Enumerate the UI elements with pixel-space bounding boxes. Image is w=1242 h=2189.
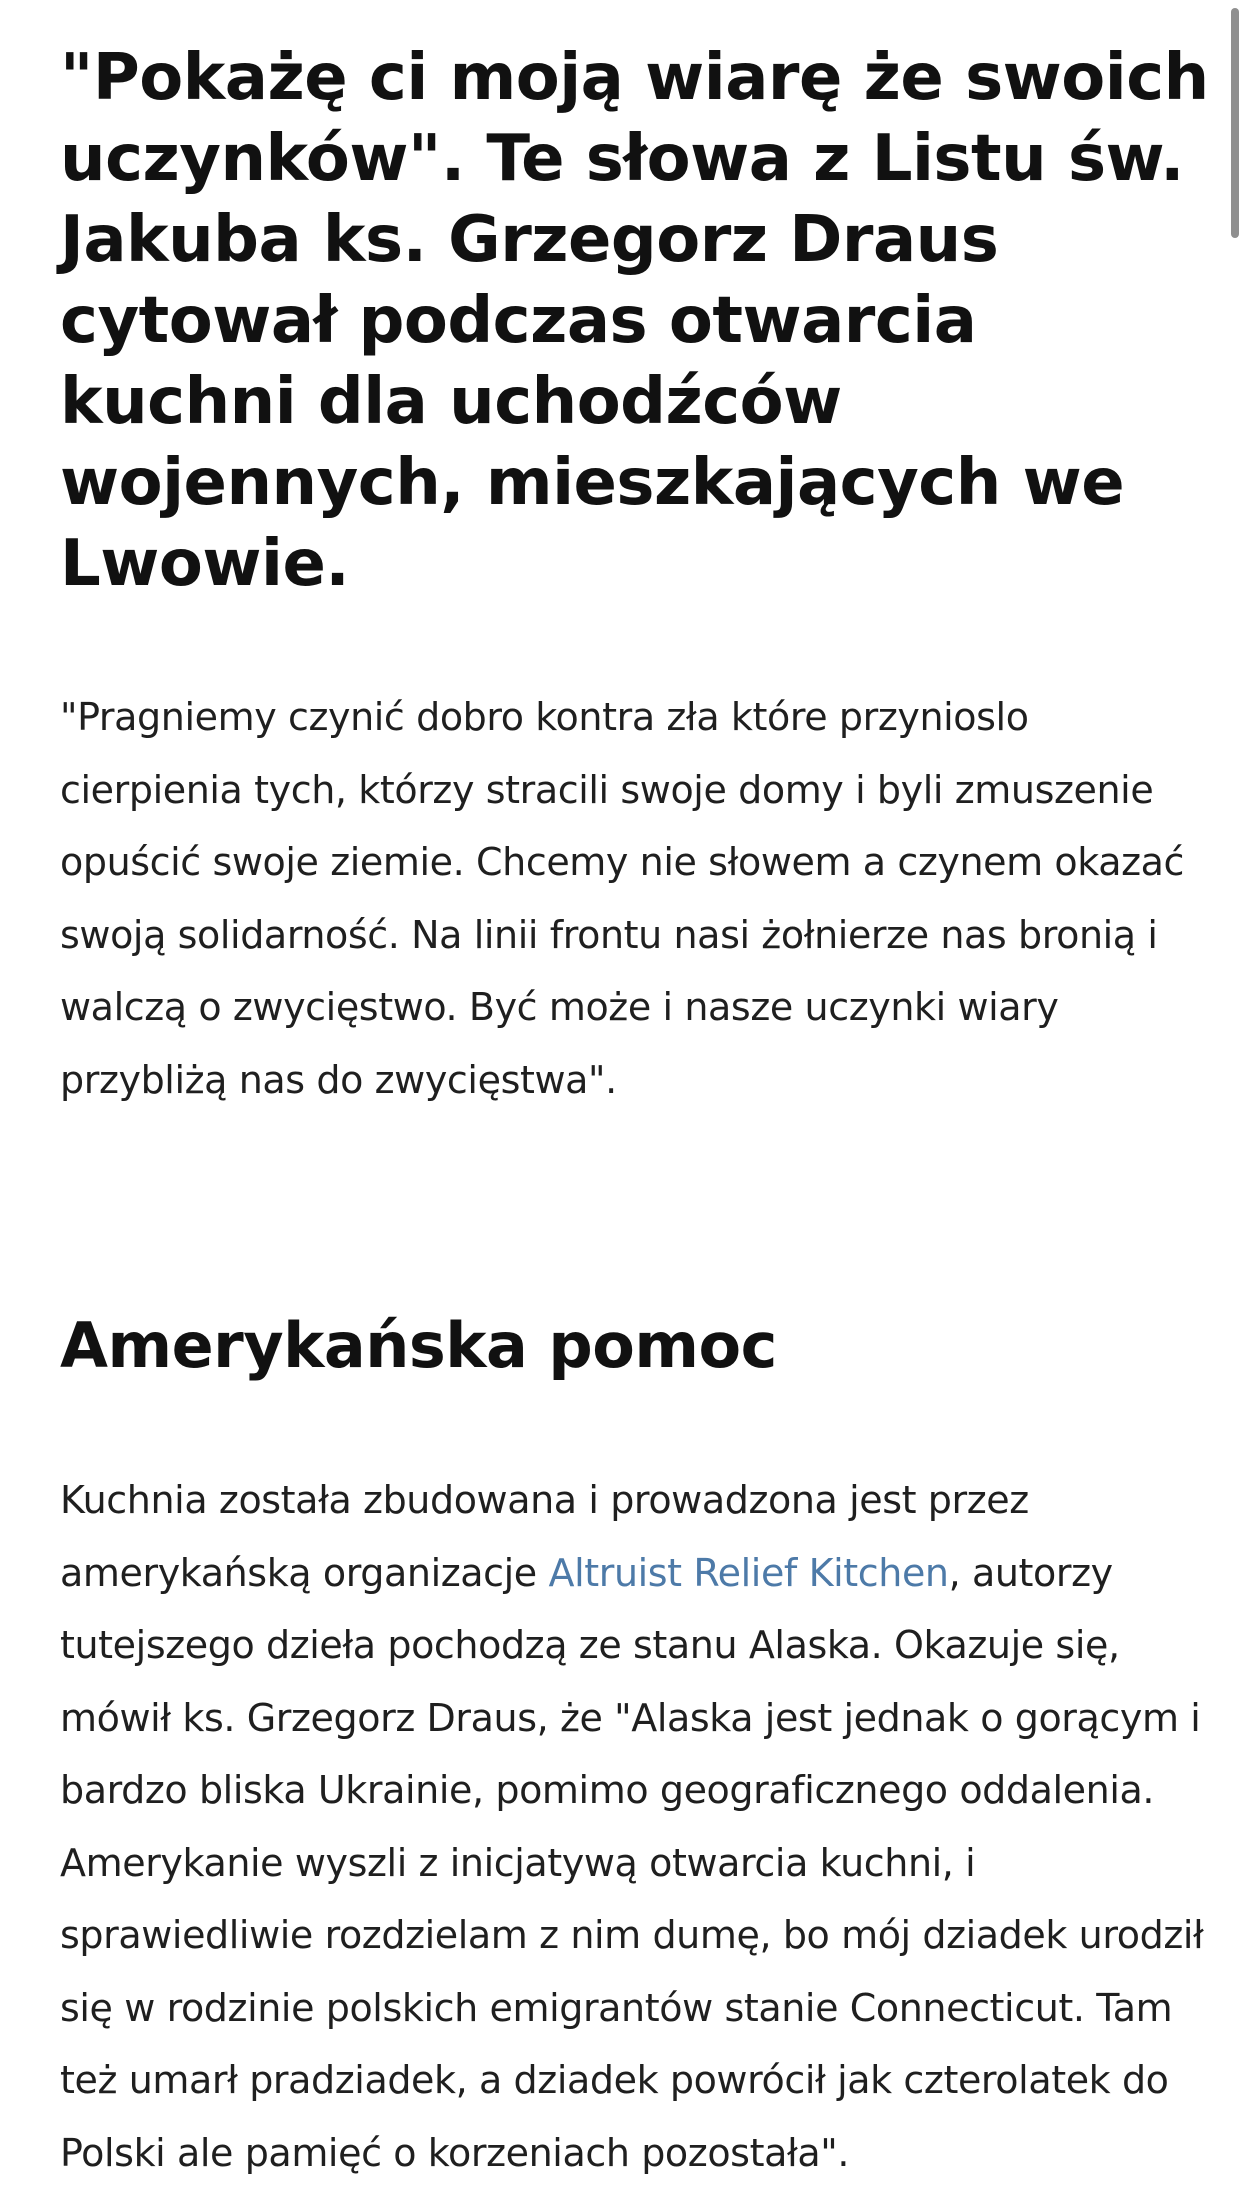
altruist-relief-kitchen-link[interactable]: Altruist Relief Kitchen xyxy=(548,1550,949,1595)
paragraph-text-before-link: Kuchnia została zbudowana i prowadzona jest przez amerykańską organizacje xyxy=(60,1478,1029,1595)
quote-paragraph: "Pragniemy czynić dobro kontra zła które przynioslo cierpienia tych, którzy stracili swoje domy i byli zmuszenie opuścić swoje ziemie. Chcemy nie słowem a czynem okazać swoją solidarność. Na linii frontu nasi żołnierze nas bronią i walczą o zwycięstwo. Być może i nasze uczynki wiary przybliżą nas do zwycięstwa". xyxy=(60,695,1185,1102)
article-lead-heading: "Pokażę ci moją wiarę że swoich uczynków". Te słowa z Listu św. Jakuba ks. Grzegorz Draus cytował podczas otwarcia kuchni dla uchodźców wojennych, mieszkających we Lwowie. xyxy=(60,41,1209,601)
paragraph-text-after-link: , autorzy tutejszego dzieła pochodzą ze stanu Alaska. Okazuje się, mówił ks. Grzegorz Draus, że "Alaska jest jednak o gorącym i bardzo bliska Ukrainie, pomimo geograficznego oddalenia. Amerykanie wyszli z inicjatywą otwarcia kuchni, i sprawiedliwie rozdzielam z nim dumę, bo mój dziadek urodził się w rodzinie polskich emigrantów stanie Connecticut. Tam też umarł pradziadek, a dziadek powrócił jak czterolatek do Polski ale pamięć o korzeniach pozostała". xyxy=(60,1550,1204,2175)
scrollbar-thumb[interactable] xyxy=(1231,8,1239,238)
body-paragraph xyxy=(60,1464,1210,2189)
scrollbar[interactable] xyxy=(1228,0,1242,2188)
article-body xyxy=(60,38,1210,2189)
section-title: Amerykańska pomoc xyxy=(60,1309,777,1382)
